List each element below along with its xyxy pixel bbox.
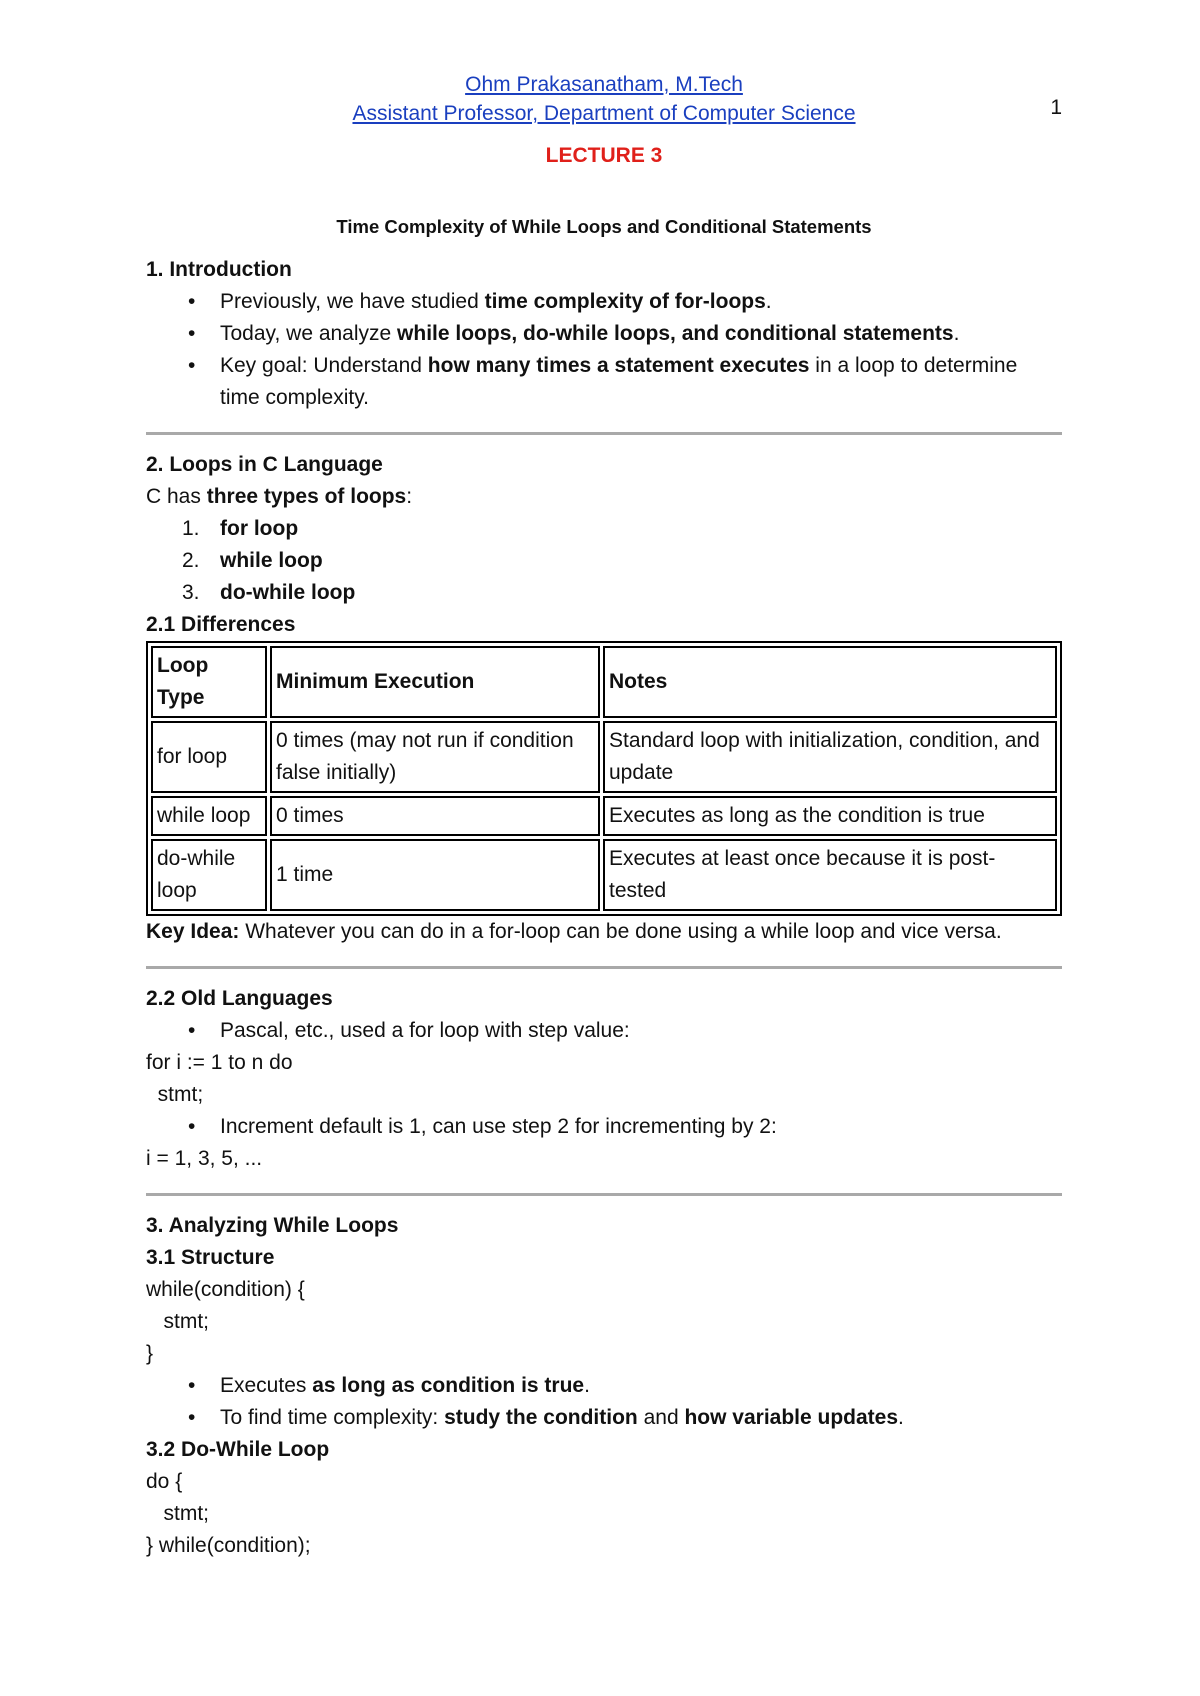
table-cell: Executes at least once because it is post-tested	[603, 839, 1057, 911]
key-idea: Key Idea: Whatever you can do in a for-loop can be done using a while loop and vice versa.	[146, 920, 1002, 943]
subsection-heading: 2.2 Old Languages	[146, 987, 333, 1010]
table-row	[151, 839, 1057, 911]
list-item: • Previously, we have studied time complexity of for-loops.	[220, 286, 1062, 318]
section-heading: 3. Analyzing While Loops	[146, 1214, 399, 1237]
list-item: • Today, we analyze while loops, do-while loops, and conditional statements.	[220, 318, 1062, 350]
table-header-cell: Minimum Execution	[270, 646, 600, 718]
bullet-list	[146, 1370, 1062, 1434]
table-cell: while loop	[151, 796, 267, 836]
page-number: 1	[1050, 96, 1062, 119]
list-item: • Increment default is 1, can use step 2 for incrementing by 2:	[220, 1111, 1062, 1143]
affiliation-link[interactable]: Assistant Professor, Department of Computer Science	[352, 102, 856, 125]
list-item: • To find time complexity: study the condition and how variable updates.	[220, 1402, 1062, 1434]
section-heading: 1. Introduction	[146, 258, 292, 281]
table-cell: for loop	[151, 721, 267, 793]
list-item: 1. for loop	[182, 517, 299, 540]
table-cell: Standard loop with initialization, condition, and update	[603, 721, 1057, 793]
loop-types-list	[146, 513, 1062, 609]
bullet-list	[146, 1111, 1062, 1143]
list-item: 2. while loop	[182, 549, 323, 572]
list-item: • Key goal: Understand how many times a statement executes in a loop to determine time complexity.	[220, 350, 1062, 414]
table-cell: 0 times	[270, 796, 600, 836]
section-heading: 2. Loops in C Language	[146, 453, 383, 476]
table-cell: do-while loop	[151, 839, 267, 911]
divider	[146, 1193, 1062, 1196]
code-block: while(condition) { stmt; }	[146, 1278, 305, 1365]
author-link[interactable]: Ohm Prakasanatham, M.Tech	[465, 73, 743, 96]
code-block: for i := 1 to n do stmt;	[146, 1051, 293, 1106]
divider	[146, 432, 1062, 435]
page-header	[146, 70, 1062, 128]
page-content	[146, 70, 1062, 1562]
code-block: i = 1, 3, 5, ...	[146, 1147, 263, 1170]
table-header-row	[151, 646, 1057, 718]
table-row	[151, 796, 1057, 836]
list-item: • Pascal, etc., used a for loop with step value:	[220, 1015, 1062, 1047]
divider	[146, 966, 1062, 969]
differences-table	[146, 641, 1062, 916]
list-item: • Executes as long as condition is true.	[220, 1370, 1062, 1402]
code-block: do { stmt; } while(condition);	[146, 1470, 311, 1557]
document-title: Time Complexity of While Loops and Conditional Statements	[336, 216, 872, 237]
bullet-list	[146, 1015, 1062, 1047]
subsection-heading: 2.1 Differences	[146, 613, 296, 636]
table-cell: Executes as long as the condition is true	[603, 796, 1057, 836]
table-row	[151, 721, 1057, 793]
subsection-heading: 3.1 Structure	[146, 1246, 275, 1269]
table-header-cell: Loop Type	[151, 646, 267, 718]
subsection-heading: 3.2 Do-While Loop	[146, 1438, 330, 1461]
lecture-label: LECTURE 3	[545, 144, 663, 167]
paragraph: C has three types of loops:	[146, 485, 413, 508]
table-cell: 1 time	[270, 839, 600, 911]
list-item: 3. do-while loop	[182, 581, 356, 604]
table-cell: 0 times (may not run if condition false initially)	[270, 721, 600, 793]
bullet-list	[146, 286, 1062, 414]
table-header-cell: Notes	[603, 646, 1057, 718]
